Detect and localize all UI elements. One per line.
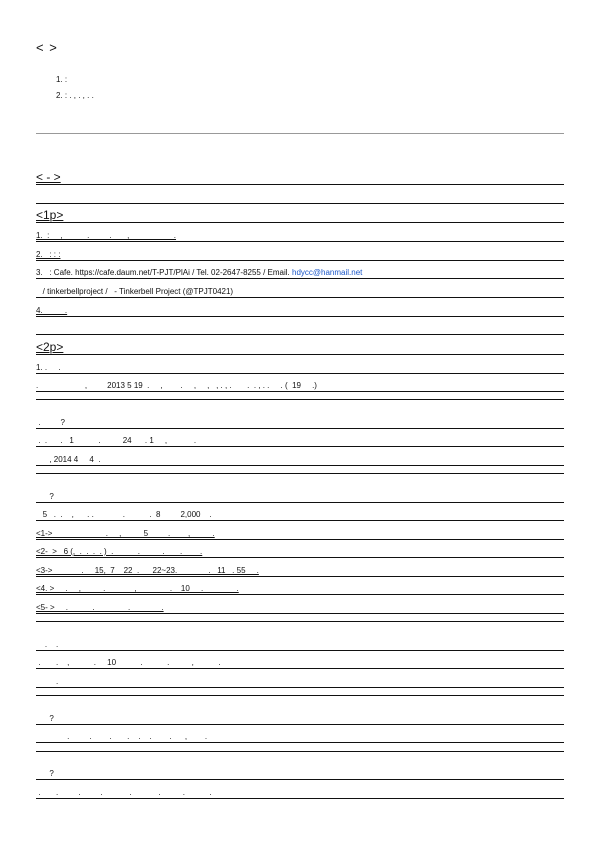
p2-line	[36, 751, 564, 752]
p2-line	[36, 381, 564, 392]
p2-line	[36, 603, 564, 614]
email-link[interactable]: hdycc@hanmail.net	[292, 268, 363, 277]
line-text: 2. : : :	[36, 250, 61, 259]
p2-line	[36, 547, 564, 558]
line-text: ?	[36, 714, 54, 723]
p2-line	[36, 714, 564, 725]
p2-line	[36, 788, 564, 799]
intro-num: 1.	[56, 75, 63, 84]
p1-line-3	[36, 268, 564, 279]
line-text: , 2014 4 4 .	[36, 455, 101, 464]
line-text: . ?	[36, 418, 65, 427]
p2-heading-text: <2p>	[36, 340, 64, 354]
p2-line	[36, 529, 564, 540]
section-heading	[36, 170, 564, 185]
p2-line	[36, 492, 564, 503]
line-text: . .	[36, 640, 59, 649]
p2-line	[36, 399, 564, 400]
line-text: 1. : , . . , .	[36, 231, 177, 240]
section-heading-text: < - >	[36, 170, 61, 184]
p2-line	[36, 732, 564, 743]
intro-text: : . , . , . .	[62, 91, 94, 100]
p2-line	[36, 363, 564, 374]
p1-line-5	[36, 306, 564, 317]
document-title: < >	[36, 40, 58, 55]
line-text: / tinkerbellproject / - Tinkerbell Project (@TPJT0421)	[36, 287, 234, 296]
p2-line	[36, 695, 564, 696]
intro-num: 2.	[56, 91, 63, 100]
p1-line-1	[36, 231, 564, 242]
p1-heading-text: <1p>	[36, 208, 64, 222]
p2-line	[36, 621, 564, 622]
p2-line	[36, 677, 564, 688]
line-text: <2- > 6 (, . . . . ) . . . . .	[36, 547, 203, 556]
p2-line	[36, 658, 564, 669]
intro-list	[56, 72, 94, 104]
divider	[36, 133, 564, 134]
line-text: ?	[36, 492, 54, 501]
p2-line	[36, 436, 564, 447]
line-text: 5 . . , . . . . 8 2,000 .	[36, 510, 212, 519]
p2-heading	[36, 340, 564, 355]
intro-item-2	[56, 88, 94, 104]
line-text: <4. > . , . , . 10 . .	[36, 584, 239, 593]
p2-line	[36, 769, 564, 780]
blank-line	[36, 325, 564, 335]
intro-item-1	[56, 72, 94, 88]
line-text: . . . . . . . , .	[36, 732, 208, 741]
p2-line	[36, 510, 564, 521]
line-text: <3-> . 15, 7 22 . 22~23. . 11 . 55 .	[36, 566, 259, 575]
p2-line	[36, 584, 564, 595]
line-text: .	[36, 677, 59, 686]
line-text: <5- > . . . .	[36, 603, 164, 612]
p2-line	[36, 418, 564, 429]
p2-line	[36, 473, 564, 474]
intro-text: :	[62, 75, 68, 84]
line-text: 4. .	[36, 306, 68, 315]
p1-line-4	[36, 287, 564, 298]
p2-line	[36, 455, 564, 466]
p2-line	[36, 566, 564, 577]
p2-line	[36, 640, 564, 651]
line-text: . . , . 10 . . , .	[36, 658, 221, 667]
line-text: . , 2013 5 19 . , . , , , . , . . . , . . . ( 19 .)	[36, 381, 317, 390]
line-text: ?	[36, 769, 54, 778]
blank-line	[36, 192, 564, 204]
line-text: . . . . . . . .	[36, 788, 212, 797]
p1-line-2	[36, 250, 564, 261]
line-text: 1. . .	[36, 363, 61, 372]
line-text: 3. : Cafe. https://cafe.daum.net/T-PJT/PlAi / Tel. 02-2647-8255 / Email.	[36, 268, 290, 277]
line-text: . . . 1 . 24 . 1 , .	[36, 436, 197, 445]
p1-heading	[36, 208, 564, 223]
line-text: <1-> . , 5 . , .	[36, 529, 215, 538]
